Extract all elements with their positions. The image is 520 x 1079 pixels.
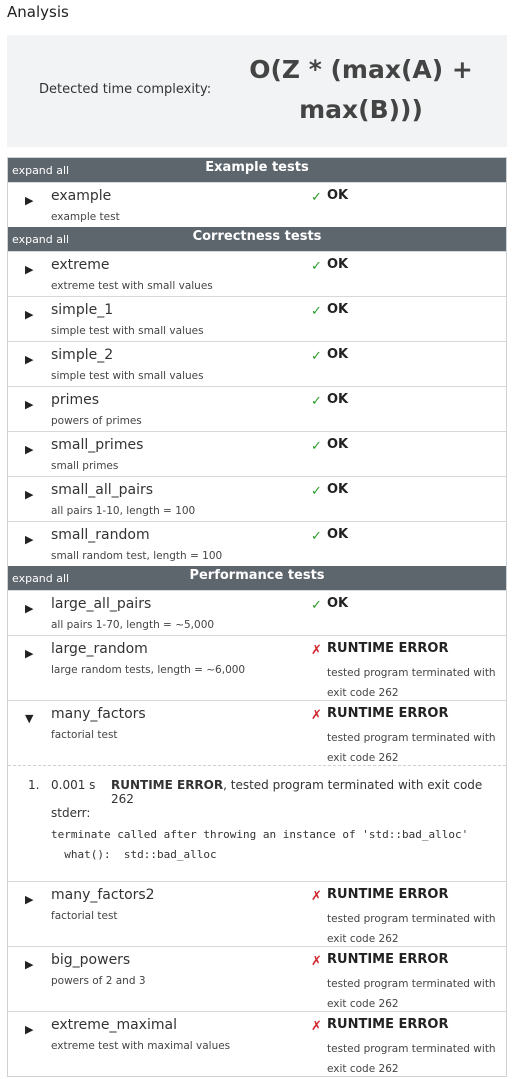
test-description: factorial test <box>51 910 118 922</box>
test-row[interactable] <box>8 700 506 765</box>
test-description: simple test with small values <box>51 370 204 382</box>
status-detail <box>327 728 502 768</box>
complexity-line-1: O(Z * (max(A) + <box>249 55 473 84</box>
test-description: extreme test with small values <box>51 280 213 292</box>
complexity-label: Detected time complexity: <box>39 82 212 97</box>
stderr-output <box>51 825 468 865</box>
test-row[interactable] <box>8 476 506 521</box>
test-name: simple_1 <box>51 302 114 318</box>
test-name: big_powers <box>51 952 131 968</box>
status-detail-line-1: tested program terminated with <box>327 978 496 990</box>
run-result-message: , tested program terminated with exit code 262 <box>111 778 483 806</box>
stderr-line-2: what(): std::bad_alloc <box>51 848 217 861</box>
play-right-icon[interactable]: ▶ <box>25 893 34 906</box>
test-description: powers of primes <box>51 415 142 427</box>
play-right-icon[interactable]: ▶ <box>25 647 34 660</box>
test-description: extreme test with maximal values <box>51 1040 231 1052</box>
play-right-icon[interactable]: ▶ <box>25 958 34 971</box>
group-title: Correctness tests <box>192 229 322 244</box>
test-name: extreme_maximal <box>51 1017 177 1033</box>
status-text: OK <box>327 257 349 272</box>
expand-all-link[interactable]: expand all <box>12 572 70 585</box>
play-right-icon[interactable]: ▶ <box>25 263 34 276</box>
status-detail-line-2: exit code 262 <box>327 933 399 945</box>
cross-icon: ✗ <box>311 1019 322 1034</box>
test-row[interactable] <box>8 431 506 476</box>
play-right-icon[interactable]: ▶ <box>25 398 34 411</box>
play-right-icon[interactable]: ▶ <box>25 533 34 546</box>
check-icon: ✓ <box>311 394 322 409</box>
test-description: factorial test <box>51 729 118 741</box>
stderr-label: stderr: <box>51 806 91 820</box>
test-name: primes <box>51 392 100 408</box>
test-row[interactable] <box>8 296 506 341</box>
test-description: small random test, length = 100 <box>51 550 223 562</box>
check-icon: ✓ <box>311 598 322 613</box>
test-name: small_primes <box>51 437 144 453</box>
play-right-icon[interactable]: ▶ <box>25 194 34 207</box>
run-time: 0.001 s <box>51 778 96 792</box>
status-text: OK <box>327 437 349 452</box>
play-down-icon[interactable]: ▼ <box>25 712 34 725</box>
check-icon: ✓ <box>311 484 322 499</box>
status-detail <box>327 909 502 949</box>
check-icon: ✓ <box>311 259 322 274</box>
group-header <box>8 158 506 182</box>
cross-icon: ✗ <box>311 889 322 904</box>
check-icon: ✓ <box>311 190 322 205</box>
check-icon: ✓ <box>311 349 322 364</box>
check-icon: ✓ <box>311 439 322 454</box>
test-row[interactable] <box>8 881 506 946</box>
test-name: large_all_pairs <box>51 596 152 612</box>
page-title: Analysis <box>7 3 69 21</box>
check-icon: ✓ <box>311 304 322 319</box>
cross-icon: ✗ <box>311 708 322 723</box>
status-text: RUNTIME ERROR <box>327 952 449 967</box>
play-right-icon[interactable]: ▶ <box>25 443 34 456</box>
status-text: OK <box>327 527 349 542</box>
test-row[interactable] <box>8 635 506 700</box>
test-row[interactable] <box>8 251 506 296</box>
test-row[interactable] <box>8 341 506 386</box>
test-row[interactable] <box>8 946 506 1011</box>
play-right-icon[interactable]: ▶ <box>25 488 34 501</box>
group-title: Performance tests <box>189 568 325 583</box>
test-description: large random tests, length = ~6,000 <box>51 664 246 676</box>
test-name: many_factors <box>51 706 146 722</box>
status-detail-line-2: exit code 262 <box>327 687 399 699</box>
test-name: example <box>51 188 112 204</box>
test-description: all pairs 1-10, length = 100 <box>51 505 196 517</box>
test-name: small_random <box>51 527 150 543</box>
cross-icon: ✗ <box>311 954 322 969</box>
status-text: RUNTIME ERROR <box>327 1017 449 1032</box>
run-number: 1. <box>28 778 40 792</box>
test-row[interactable] <box>8 521 506 566</box>
status-detail-line-2: exit code 262 <box>327 998 399 1010</box>
status-detail <box>327 974 502 1014</box>
test-name: simple_2 <box>51 347 114 363</box>
test-row[interactable] <box>8 1011 506 1076</box>
status-text: OK <box>327 347 349 362</box>
test-row[interactable] <box>8 182 506 227</box>
test-name: many_factors2 <box>51 887 155 903</box>
stderr-line-1: terminate called after throwing an instance of 'std::bad_alloc' <box>51 828 469 841</box>
test-name: large_random <box>51 641 148 657</box>
status-detail-line-1: tested program terminated with <box>327 667 496 679</box>
play-right-icon[interactable]: ▶ <box>25 1023 34 1036</box>
test-row[interactable] <box>8 590 506 635</box>
complexity-line-2: max(B))) <box>299 95 423 124</box>
status-text: RUNTIME ERROR <box>327 706 449 721</box>
status-detail-line-1: tested program terminated with <box>327 913 496 925</box>
status-text: OK <box>327 482 349 497</box>
test-row[interactable] <box>8 386 506 431</box>
test-description: example test <box>51 211 120 223</box>
expand-all-link[interactable]: expand all <box>12 233 70 246</box>
test-description: small primes <box>51 460 119 472</box>
group-header <box>8 566 506 590</box>
status-text: OK <box>327 596 349 611</box>
test-name: extreme <box>51 257 110 273</box>
status-detail-line-2: exit code 262 <box>327 752 399 764</box>
run-result-status: RUNTIME ERROR <box>111 778 224 792</box>
play-right-icon[interactable]: ▶ <box>25 308 34 321</box>
expand-all-link[interactable]: expand all <box>12 164 70 177</box>
status-detail <box>327 663 502 703</box>
complexity-panel <box>7 35 507 147</box>
status-detail-line-1: tested program terminated with <box>327 1043 496 1055</box>
status-detail-line-1: tested program terminated with <box>327 732 496 744</box>
test-description: powers of 2 and 3 <box>51 975 146 987</box>
status-detail-line-2: exit code 262 <box>327 1063 399 1075</box>
run-result <box>111 778 506 806</box>
status-text: OK <box>327 188 349 203</box>
play-right-icon[interactable]: ▶ <box>25 602 34 615</box>
cross-icon: ✗ <box>311 643 322 658</box>
test-description: simple test with small values <box>51 325 204 337</box>
status-text: OK <box>327 302 349 317</box>
tests-table <box>7 157 507 1077</box>
check-icon: ✓ <box>311 529 322 544</box>
test-detail-panel <box>8 765 506 881</box>
complexity-value <box>231 50 491 130</box>
play-right-icon[interactable]: ▶ <box>25 353 34 366</box>
status-detail <box>327 1039 502 1079</box>
status-text: RUNTIME ERROR <box>327 887 449 902</box>
test-description: all pairs 1-70, length = ~5,000 <box>51 619 215 631</box>
group-header <box>8 227 506 251</box>
status-text: RUNTIME ERROR <box>327 641 449 656</box>
test-name: small_all_pairs <box>51 482 154 498</box>
status-text: OK <box>327 392 349 407</box>
group-title: Example tests <box>205 160 309 175</box>
